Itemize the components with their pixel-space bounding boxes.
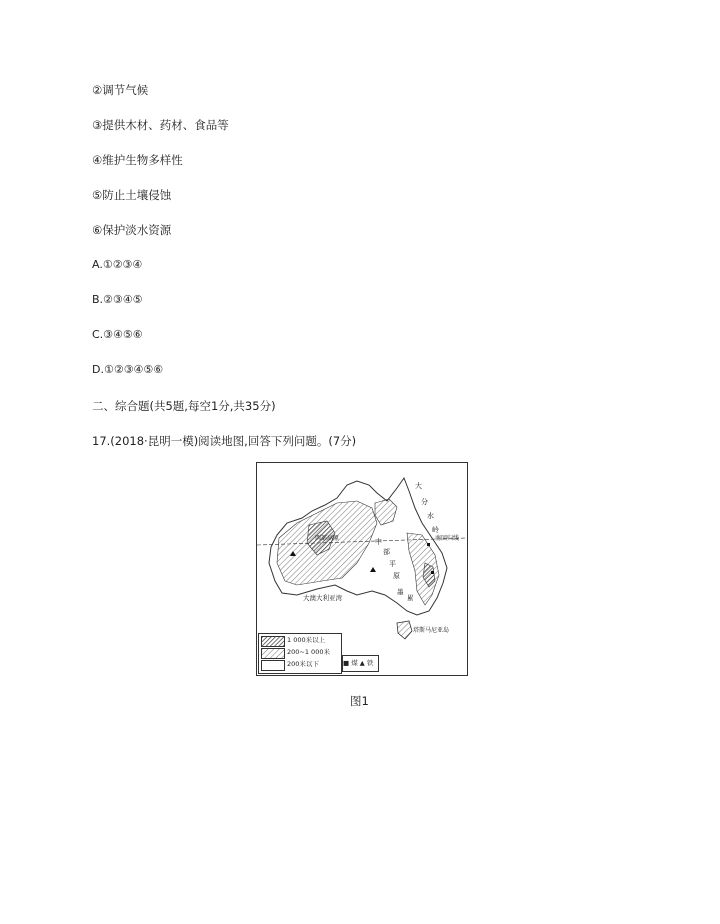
item-5: ⑤防止土壤侵蚀 (92, 188, 172, 202)
label-river: 墨 (397, 588, 404, 596)
label-bight: 大澳大利亚湾 (303, 594, 342, 602)
legend-swatch-low (261, 660, 285, 671)
legend-swatch-mid (261, 648, 285, 659)
label-central-1: 中 (375, 538, 382, 546)
section-heading: 二、综合题(共5题,每空1分,共35分) (92, 399, 276, 413)
coal-marker (427, 543, 430, 546)
label-dividing-1: 大 (415, 482, 422, 490)
question-17: 17.(2018·昆明一模)阅读地图,回答下列问题。(7分) (92, 434, 357, 448)
label-tasmania: 塔斯马尼亚岛 (413, 627, 450, 634)
item-3: ③提供木材、药材、食品等 (92, 118, 229, 132)
legend-label-low: 200米以下 (287, 660, 319, 668)
legend-swatch-high (261, 636, 285, 647)
label-tropic: 南回归线 (435, 535, 460, 542)
label-dividing-3: 水 (427, 512, 434, 520)
coal-marker-2 (431, 571, 434, 574)
mineral-legend: ■ 煤 ▲ 铁 (342, 655, 379, 672)
option-c: C.③④⑤⑥ (92, 328, 143, 341)
option-d: D.①②③④⑤⑥ (92, 363, 164, 376)
item-4: ④维护生物多样性 (92, 153, 183, 167)
label-central-3: 平 (389, 560, 396, 568)
tasmania-island (397, 621, 412, 639)
map-legend (258, 633, 342, 674)
label-dividing-4: 岭 (432, 526, 439, 534)
option-b: B.②③④⑤ (92, 293, 143, 306)
label-dividing-2: 分 (421, 498, 428, 506)
item-6: ⑥保护淡水资源 (92, 223, 172, 237)
label-central-2: 部 (383, 548, 390, 556)
legend-label-mid: 200~1 000米 (287, 648, 330, 656)
label-western-plateau: 西部高原 (315, 535, 340, 542)
item-2: ②调节气候 (92, 83, 149, 97)
option-a: A.①②③④ (92, 258, 143, 271)
legend-label-high: 1 000米以上 (287, 636, 326, 644)
label-central-4: 原 (393, 572, 400, 580)
figure-caption: 图1 (350, 694, 369, 708)
label-river-2: 累 (407, 594, 414, 602)
